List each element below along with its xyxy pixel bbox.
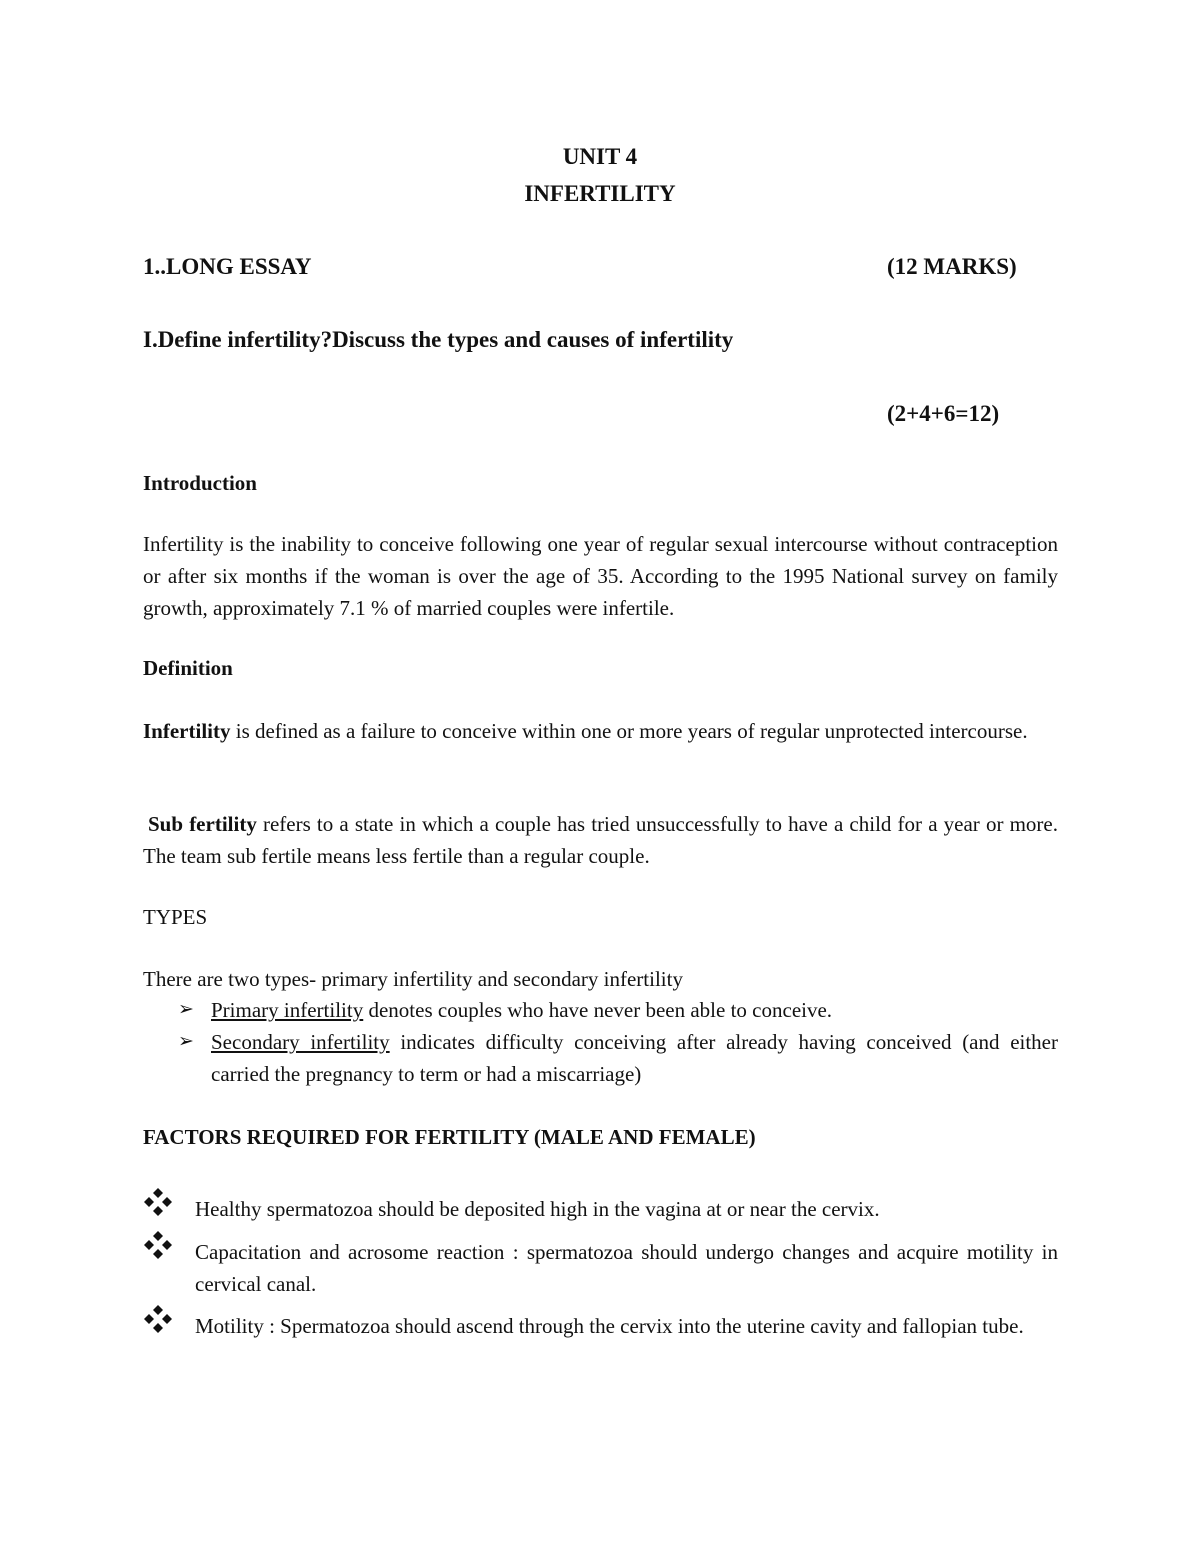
arrowhead-bullet-icon: ➢	[178, 1031, 194, 1052]
secondary-infertility-text: indicates difficulty conceiving after already having conceived (and either carried the pregnancy to term or had a miscarriage)	[211, 1030, 1058, 1086]
subfertility-definition-text: refers to a state in which a couple has tried unsuccessfully to have a child for a year or more. The team sub fertile means less fertile than a regular couple.	[143, 812, 1059, 868]
question-marks-split: (2+4+6=12)	[887, 401, 1000, 426]
types-intro: There are two types- primary infertility and secondary infertility	[143, 967, 683, 991]
types-heading: TYPES	[143, 905, 208, 929]
primary-infertility-text: denotes couples who have never been able to conceive.	[363, 998, 833, 1022]
secondary-infertility-term: Secondary infertility	[211, 1030, 390, 1054]
question-text: I.Define infertility?Discuss the types and causes of infertility	[143, 327, 734, 352]
factor-text: Capacitation and acrosome reaction : spermatozoa should undergo changes and acquire motility in cervical canal.	[195, 1240, 1058, 1296]
section-marks: (12 MARKS)	[887, 254, 1017, 279]
factor-text: Motility : Spermatozoa should ascend through the cervix into the uterine cavity and fallopian tube.	[195, 1314, 1024, 1338]
introduction-heading: Introduction	[143, 471, 257, 495]
subfertility-term: Sub fertility	[148, 812, 257, 836]
section-label: 1..LONG ESSAY	[143, 254, 312, 279]
document-title: INFERTILITY	[524, 181, 676, 206]
factor-text: Healthy spermatozoa should be deposited high in the vagina at or near the cervix.	[195, 1197, 880, 1221]
infertility-term: Infertility	[143, 719, 231, 743]
subfertility-definition	[143, 808, 1058, 872]
definition-heading: Definition	[143, 656, 233, 680]
factors-heading: FACTORS REQUIRED FOR FERTILITY (MALE AND FEMALE)	[143, 1125, 756, 1149]
primary-infertility-term: Primary infertility	[211, 998, 364, 1022]
four-diamond-bullet-icon	[143, 1187, 173, 1217]
introduction-paragraph: Infertility is the inability to conceive following one year of regular sexual intercourse without contraception or after six months if the woman is over the age of 35. According to the 1995 National survey on family growth, approximately 7.1 % of married couples were infertile.	[143, 532, 1058, 620]
four-diamond-bullet-icon	[143, 1230, 173, 1260]
four-diamond-bullet-icon	[143, 1304, 173, 1334]
unit-heading: UNIT 4	[562, 144, 638, 169]
infertility-definition-text: is defined as a failure to conceive within one or more years of regular unprotected intercourse.	[230, 719, 1028, 743]
arrowhead-bullet-icon: ➢	[178, 999, 194, 1020]
infertility-definition	[143, 715, 1058, 747]
